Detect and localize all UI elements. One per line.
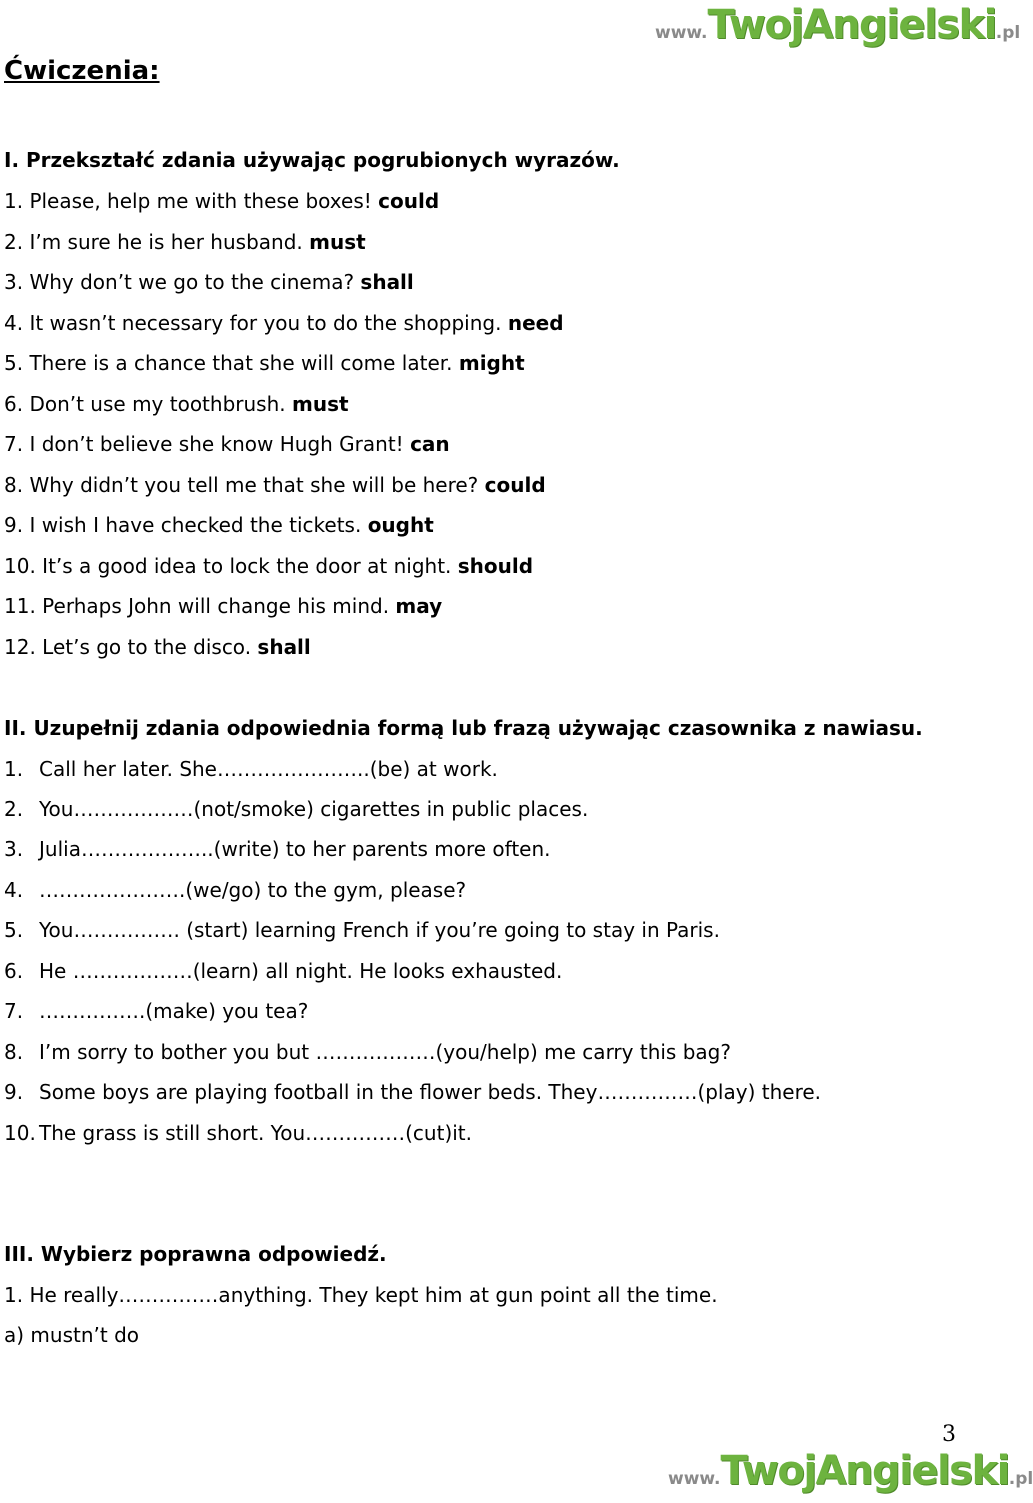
footer-logo [668,1448,1033,1494]
keyword: could [378,189,440,213]
exercise-1-item: 9. I wish I have checked the tickets. ought [4,513,434,537]
section-3-heading: III. Wybierz poprawna odpowiedź. [4,1242,387,1266]
exercise-2-item: 9. Some boys are playing football in the flower beds. They……………(play) there. [4,1080,822,1104]
keyword: must [291,392,349,416]
exercise-1-item: 6. Don’t use my toothbrush. must [4,392,349,416]
keyword: may [395,594,443,618]
exercise-2-item: 4. ………………….(we/go) to the gym, please? [4,878,467,902]
logo-name: TwojAngielski [720,1448,1009,1494]
section-2-heading: II. Uzupełnij zdania odpowiednia formą lub frazą używając czasownika z nawiasu. [4,716,923,740]
keyword: need [507,311,564,335]
exercise-1-item: 8. Why didn’t you tell me that she will be here? could [4,473,546,497]
page-title: Ćwiczenia: [4,56,160,86]
exercise-1-item: 10. It’s a good idea to lock the door at night. should [4,554,534,578]
exercise-2-item: 10. The grass is still short. You……………(cut)it. [4,1121,473,1145]
page-number: 3 [942,1422,956,1447]
logo-www: www. [668,1469,721,1489]
exercise-2-item: 1. Call her later. She…………………..(be) at work. [4,757,498,781]
exercise-1-item: 11. Perhaps John will change his mind. may [4,594,443,618]
keyword: must [309,230,366,254]
exercise-1-item: 7. I don’t believe she know Hugh Grant! can [4,432,450,456]
exercise-2-item: 5. You……………. (start) learning French if you’re going to stay in Paris. [4,918,720,942]
exercise-1-item: 2. I’m sure he is her husband. must [4,230,366,254]
keyword: can [410,432,450,456]
section-1-heading: I. Przekształć zdania używając pogrubionych wyrazów. [4,148,620,172]
exercise-2-item: 3. Julia………………..(write) to her parents more often. [4,837,551,861]
exercise-3-question: 1. He really……………anything. They kept him at gun point all the time. [4,1283,718,1307]
exercise-1-item: 5. There is a chance that she will come later. might [4,351,525,375]
exercise-1-item: 12. Let’s go to the disco. shall [4,635,311,659]
exercise-1-item: 3. Why don’t we go to the cinema? shall [4,270,414,294]
exercise-2-item: 7. …………….(make) you tea? [4,999,309,1023]
keyword: shall [360,270,414,294]
logo-www: www. [655,23,708,43]
keyword: could [484,473,546,497]
exercise-2-item: 2. You………………(not/smoke) cigarettes in public places. [4,797,589,821]
keyword: ought [367,513,434,537]
logo-name: TwojAngielski [707,2,996,48]
answer-option-a: a) mustn’t do [4,1323,139,1347]
logo-tld: .pl [1008,1469,1033,1489]
keyword: might [458,351,525,375]
exercise-1-item: 4. It wasn’t necessary for you to do the shopping. need [4,311,564,335]
exercise-2-item: 8. I’m sorry to bother you but ………………(you/help) me carry this bag? [4,1040,731,1064]
site-logo [655,2,1020,48]
keyword: shall [257,635,311,659]
keyword: should [457,554,534,578]
exercise-1-item: 1. Please, help me with these boxes! could [4,189,440,213]
logo-tld: .pl [995,23,1021,43]
exercise-2-item: 6. He ………………(learn) all night. He looks exhausted. [4,959,563,983]
